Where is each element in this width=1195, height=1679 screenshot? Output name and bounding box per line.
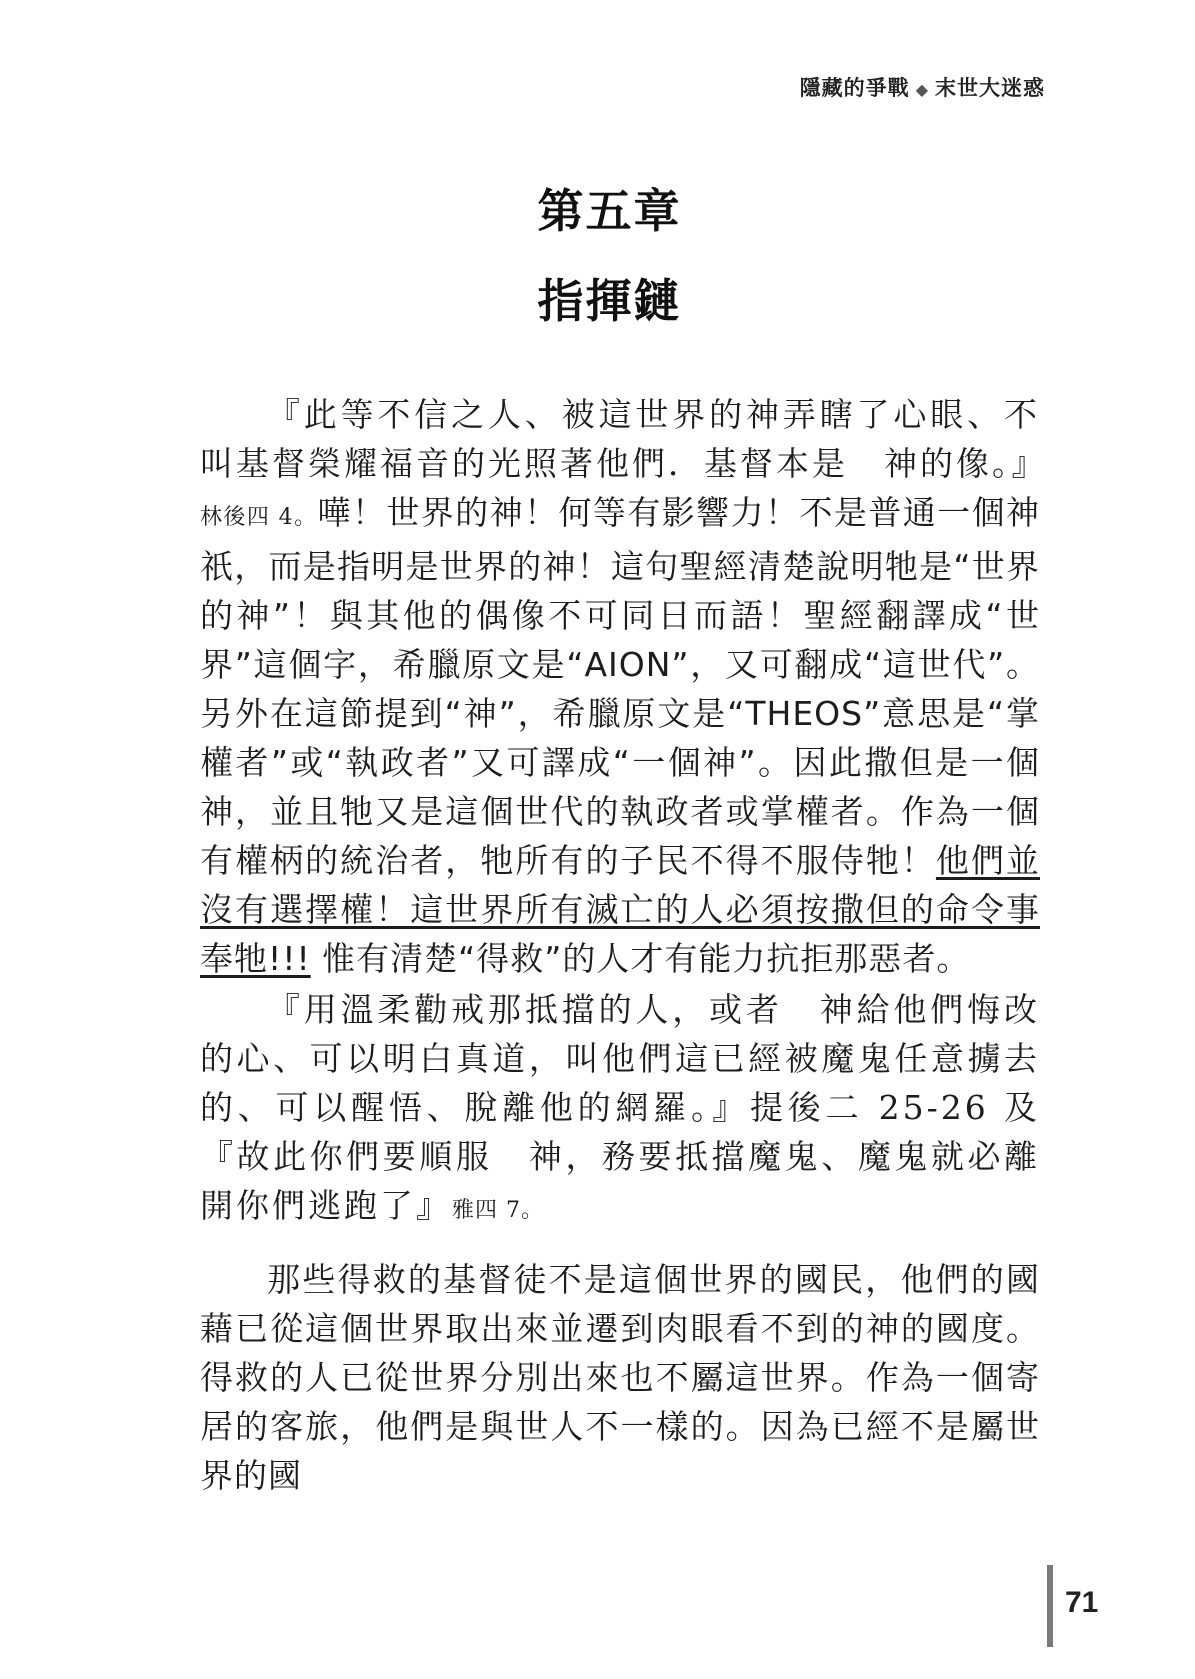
diamond-separator-icon: ◆ bbox=[915, 82, 929, 99]
paragraph-1-text: 嘩！世界的神！何等有影響力！不是普通一個神祇，而是指明是世界的神！這句聖經清楚說明牠是“世界的神”！與其他的偶像不可同日而語！聖經翻譯成“世界”這個字，希臘原文是“AION”，又可翻成“這世代”。另外在這節提到“神”，希臘原文是“THEOS”意思是“掌權者”或“執政者”又可譯成“一個神”。因此撒但是一個神，並且牠又是這個世代的執政者或掌權者。作為一個有權柄的統治者，牠所有的子民不得不服侍牠！ bbox=[200, 493, 1040, 880]
scripture-reference-1: 林後四 4。 bbox=[200, 505, 318, 530]
scripture-reference-2: 雅四 7。 bbox=[452, 1198, 544, 1223]
chapter-title: 指揮鏈 bbox=[537, 274, 682, 328]
running-header bbox=[800, 72, 1045, 102]
chapter-number: 第五章 bbox=[537, 184, 682, 238]
underlined-emphasis: 他們並沒有選擇權！這世界所有滅亡的人必須按撒但的命令事奉牠!!! bbox=[200, 841, 1041, 978]
paragraph-3-text: 那些得救的基督徒不是這個世界的國民，他們的國藉已從這個世界取出來並遷到肉眼看不到的神的國度。得救的人已從世界分別出來也不屬這世界。作為一個寄居的客旅，他們是與世人不一樣的。因為已經不是屬世界的國 bbox=[200, 1260, 1040, 1495]
scripture-quote-2: 『用溫柔勸戒那抵擋的人，或者 神給他們悔改的心、可以明白真道，叫他們這已經被魔鬼任意擄去的、可以醒悟、脫離他的網羅。』提後二 25-26 及『故此你們要順服 神，務要抵擋魔鬼、魔鬼就必離開你們逃跑了』 bbox=[200, 990, 1040, 1225]
series-title: 末世大迷惑 bbox=[935, 77, 1045, 100]
book-title: 隱藏的爭戰 bbox=[799, 77, 910, 100]
paragraph-1 bbox=[200, 390, 1048, 983]
page-number: 71 bbox=[1065, 1586, 1099, 1619]
paragraph-3 bbox=[200, 1255, 1040, 1500]
scripture-quote-1: 『此等不信之人、被這世界的神弄瞎了心眼、不叫基督榮耀福音的光照著他們．基督本是 神的像。』 bbox=[200, 395, 1048, 483]
paragraph-1-closing: 惟有清楚“得救”的人才有能力抗拒那惡者。 bbox=[310, 939, 971, 978]
page-number-bar bbox=[1047, 1565, 1053, 1647]
paragraph-2 bbox=[200, 985, 1040, 1235]
